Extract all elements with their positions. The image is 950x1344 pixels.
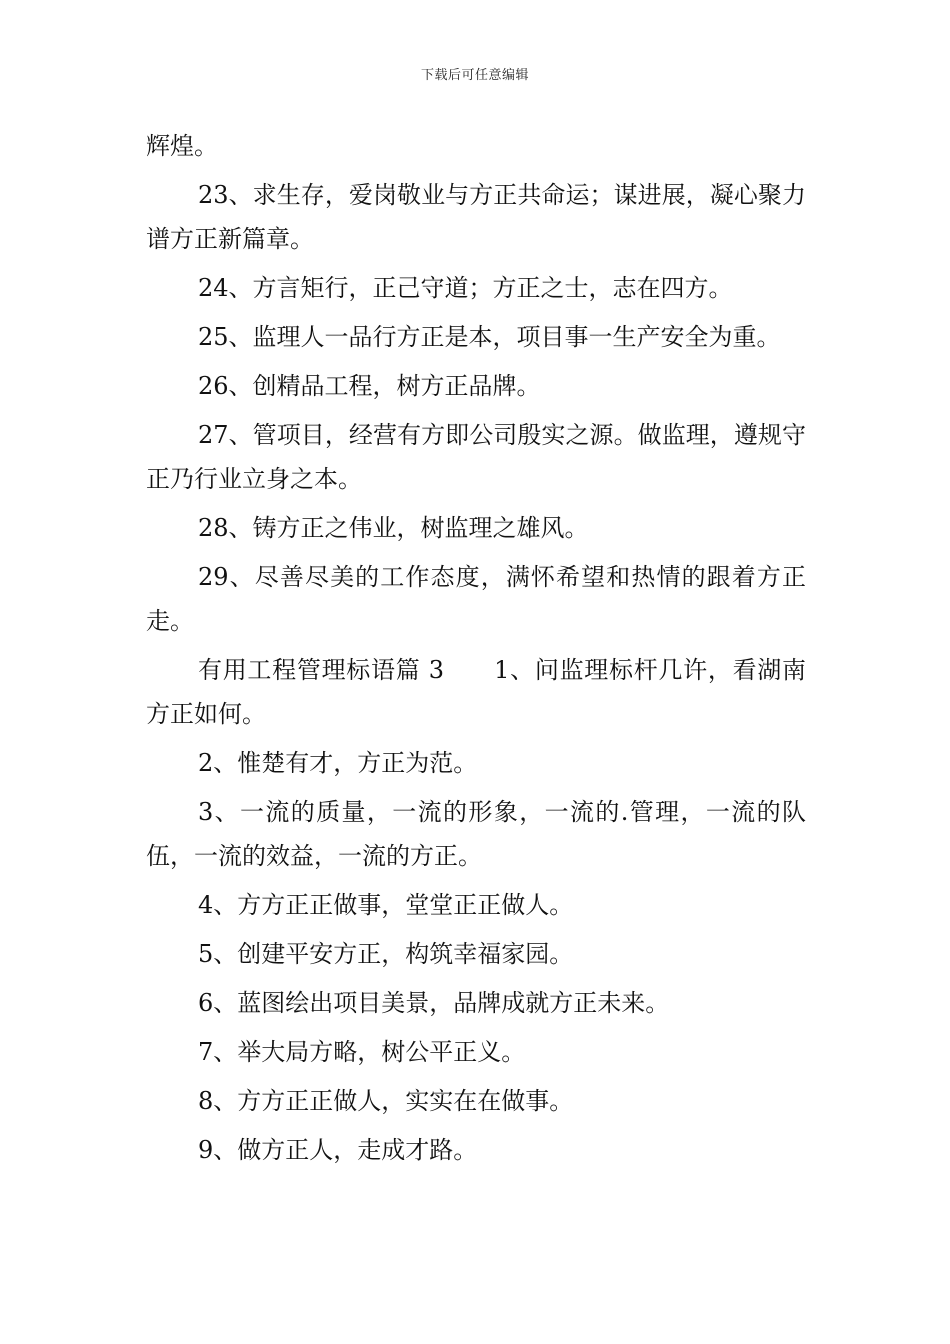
- paragraph-7: 29、尽善尽美的工作态度，满怀希望和热情的跟着方正走。: [146, 563, 806, 635]
- paragraph-1: 23、求生存，爱岗敬业与方正共命运；谋进展，凝心聚力谱方正新篇章。: [146, 181, 806, 253]
- paragraph-12: 5、创建平安方正，构筑幸福家园。: [198, 940, 574, 968]
- paragraph-11: 4、方方正正做事，堂堂正正做人。: [198, 891, 574, 919]
- paragraph-0: 辉煌。: [146, 132, 218, 160]
- paragraph-13: 6、蓝图绘出项目美景，品牌成就方正未来。: [198, 989, 670, 1017]
- paragraph-15: 8、方方正正做人，实实在在做事。: [198, 1087, 574, 1115]
- paragraph-5: 27、管项目，经营有方即公司殷实之源。做监理，遵规守正乃行业立身之本。: [146, 421, 806, 493]
- paragraph-10: 3、一流的质量，一流的形象，一流的.管理，一流的队伍，一流的效益，一流的方正。: [146, 798, 806, 870]
- section-heading-paragraph: 有用工程管理标语篇 3 1、问监理标杆几许，看湖南方正如何。: [146, 656, 806, 728]
- paragraph-9: 2、惟楚有才，方正为范。: [198, 749, 478, 777]
- paragraph-6: 28、铸方正之伟业，树监理之雄风。: [198, 514, 589, 542]
- page-header: 下载后可任意编辑: [420, 68, 529, 83]
- document-body: [146, 124, 806, 1177]
- paragraph-14: 7、举大局方略，树公平正义。: [198, 1038, 526, 1066]
- paragraph-3: 25、监理人一品行方正是本，项目事一生产安全为重。: [198, 323, 781, 351]
- paragraph-2: 24、方言矩行，正己守道；方正之士，志在四方。: [198, 274, 733, 302]
- paragraph-16: 9、做方正人，走成才路。: [198, 1136, 478, 1164]
- paragraph-4: 26、创精品工程，树方正品牌。: [198, 372, 541, 400]
